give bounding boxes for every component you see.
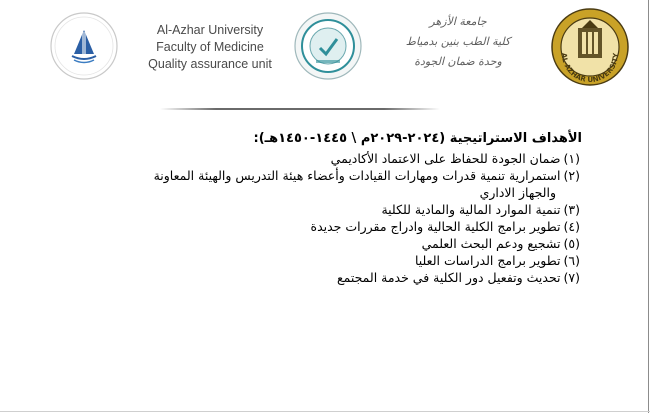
goal-text: تنمية الموارد المالية والمادية للكلية: [381, 202, 561, 217]
goal-item-7: [72, 269, 582, 286]
al-azhar-seal-icon: [548, 6, 632, 88]
goal-number: (٥): [563, 236, 580, 251]
goal-number: (٦): [563, 253, 580, 268]
goal-item-5: [72, 235, 582, 252]
goal-item-2: [72, 167, 582, 201]
goal-text-continuation: والجهاز الاداري: [479, 185, 556, 200]
english-faculty-name: Faculty of Medicine: [156, 40, 264, 54]
goal-text: تطوير برامج الكلية الحالية وادراج مقررات جديدة: [310, 219, 561, 234]
goal-text: تحديث وتفعيل دور الكلية في خدمة المجتمع: [336, 270, 561, 285]
page-frame-right: [648, 0, 649, 413]
quality-unit-logo-icon: [292, 8, 364, 84]
goal-number: (٤): [563, 219, 580, 234]
page-frame-bottom: [0, 411, 650, 412]
goals-list: [72, 150, 582, 286]
english-unit-name: Quality assurance unit: [148, 57, 272, 71]
goal-text: ضمان الجودة للحفاظ على الاعتماد الأكاديمي: [330, 151, 561, 166]
goal-text: تطوير برامج الدراسات العليا: [414, 253, 561, 268]
arabic-unit-name: وحدة ضمان الجودة: [414, 55, 502, 68]
goal-item-6: [72, 252, 582, 269]
arabic-university-name: جامعة الأزهر: [429, 15, 487, 28]
section-heading: الأهداف الاستراتيجية (٢٠٢٤-٢٠٢٩م \ ١٤٤٥-١٤٥٠هـ):: [253, 131, 582, 146]
goal-number: (١): [563, 151, 580, 166]
goal-item-4: [72, 218, 582, 235]
goal-text: استمرارية تنمية قدرات ومهارات القيادات وأعضاء هيئة التدريس والهيئة المعاونة: [153, 168, 561, 183]
goal-number: (٧): [563, 270, 580, 285]
english-university-name: Al-Azhar University: [156, 23, 264, 37]
svg-text:AL-AZHAR UNIVERSITY: AL-AZHAR UNIVERSITY: [559, 52, 621, 85]
english-header: [140, 22, 280, 73]
goal-text: تشجيع ودعم البحث العلمي: [421, 236, 561, 251]
goal-number: (٢): [563, 168, 580, 183]
hospital-logo-icon: [48, 10, 120, 82]
goal-number: (٣): [563, 202, 580, 217]
goal-item-1: [72, 150, 582, 167]
goal-item-3: [72, 201, 582, 218]
strategic-goals-section: [72, 128, 582, 286]
arabic-header: [398, 12, 518, 72]
header-divider: [160, 108, 440, 110]
arabic-faculty-name: كلية الطب بنين بدمياط: [405, 35, 511, 48]
